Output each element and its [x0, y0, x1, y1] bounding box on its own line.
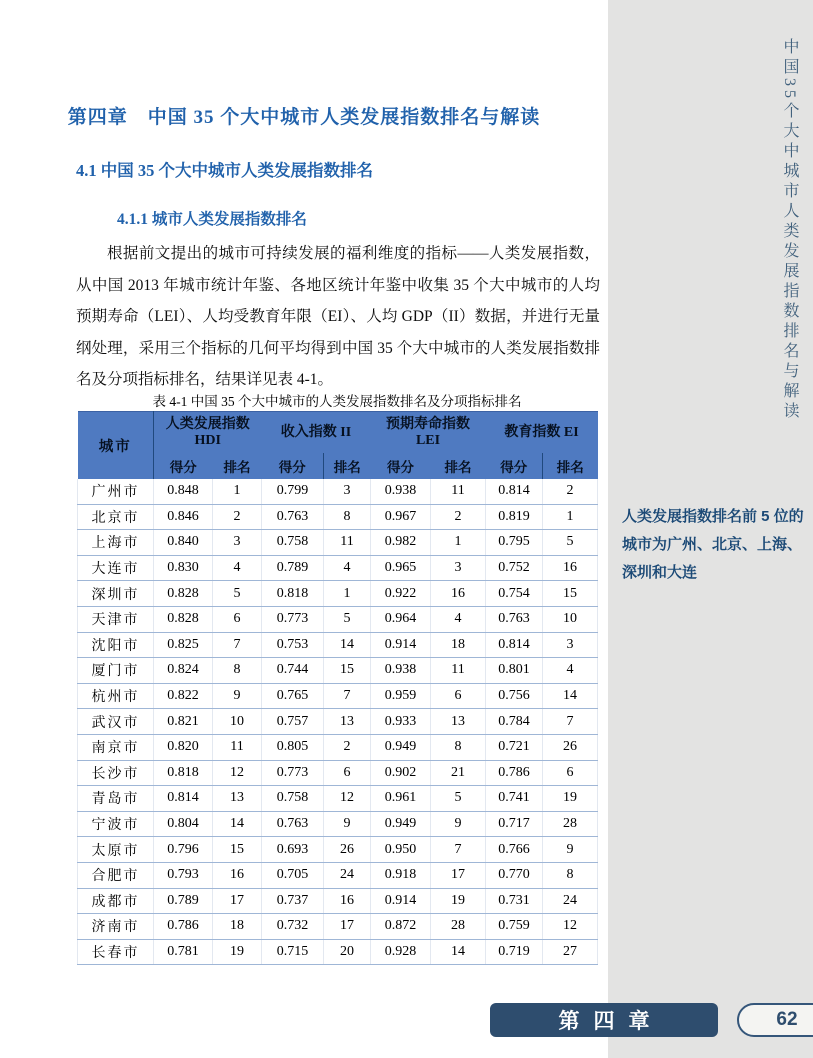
cell-hdi-rank: 5 [213, 581, 262, 607]
cell-lei-rank: 16 [431, 581, 486, 607]
col-header-hdi-line2: HDI [194, 433, 221, 448]
col-header-life-expectancy [371, 412, 486, 454]
cell-lei-score: 0.938 [371, 479, 431, 504]
cell-hdi-rank: 11 [213, 734, 262, 760]
cell-ii-rank: 1 [324, 581, 371, 607]
cell-lei-rank: 13 [431, 709, 486, 735]
cell-ii-rank: 9 [324, 811, 371, 837]
cell-lei-score: 0.872 [371, 914, 431, 940]
cell-ii-score: 0.744 [262, 658, 324, 684]
cell-lei-rank: 7 [431, 837, 486, 863]
cell-ei-score: 0.721 [486, 734, 543, 760]
cell-ii-score: 0.789 [262, 555, 324, 581]
cell-lei-score: 0.938 [371, 658, 431, 684]
cell-hdi-score: 0.796 [154, 837, 213, 863]
cell-hdi-rank: 12 [213, 760, 262, 786]
cell-ii-score: 0.805 [262, 734, 324, 760]
cell-ei-rank: 2 [543, 479, 598, 504]
cell-city: 大连市 [78, 555, 154, 581]
cell-lei-score: 0.902 [371, 760, 431, 786]
col-header-hdi-line1: 人类发展指数 [165, 417, 250, 432]
cell-city: 北京市 [78, 504, 154, 530]
table-row [78, 683, 598, 709]
cell-ii-score: 0.757 [262, 709, 324, 735]
col-header-hdi [154, 412, 262, 454]
subheader-hdi-rank: 排名 [213, 453, 262, 479]
cell-ei-score: 0.719 [486, 939, 543, 965]
cell-ei-score: 0.741 [486, 786, 543, 812]
subheader-income-score: 得分 [262, 453, 324, 479]
cell-lei-score: 0.922 [371, 581, 431, 607]
cell-hdi-rank: 9 [213, 683, 262, 709]
cell-hdi-score: 0.786 [154, 914, 213, 940]
cell-ei-score: 0.784 [486, 709, 543, 735]
cell-ii-rank: 15 [324, 658, 371, 684]
cell-ii-score: 0.758 [262, 530, 324, 556]
cell-ii-rank: 3 [324, 479, 371, 504]
cell-ei-rank: 26 [543, 734, 598, 760]
cell-city: 长春市 [78, 939, 154, 965]
cell-lei-rank: 2 [431, 504, 486, 530]
sidebar [608, 0, 813, 1058]
cell-ii-score: 0.763 [262, 504, 324, 530]
cell-ei-rank: 12 [543, 914, 598, 940]
cell-lei-rank: 5 [431, 786, 486, 812]
cell-city: 杭州市 [78, 683, 154, 709]
cell-lei-rank: 19 [431, 888, 486, 914]
cell-ei-rank: 4 [543, 658, 598, 684]
cell-ei-rank: 3 [543, 632, 598, 658]
cell-lei-score: 0.965 [371, 555, 431, 581]
cell-ii-rank: 2 [324, 734, 371, 760]
cell-lei-score: 0.982 [371, 530, 431, 556]
cell-city: 沈阳市 [78, 632, 154, 658]
cell-hdi-score: 0.840 [154, 530, 213, 556]
cell-ei-rank: 19 [543, 786, 598, 812]
cell-lei-rank: 9 [431, 811, 486, 837]
cell-ei-score: 0.754 [486, 581, 543, 607]
cell-ii-rank: 11 [324, 530, 371, 556]
cell-hdi-rank: 3 [213, 530, 262, 556]
cell-lei-score: 0.949 [371, 734, 431, 760]
cell-ei-rank: 9 [543, 837, 598, 863]
cell-lei-rank: 21 [431, 760, 486, 786]
table-row [78, 837, 598, 863]
cell-lei-rank: 1 [431, 530, 486, 556]
subheader-education-rank: 排名 [543, 453, 598, 479]
cell-lei-rank: 17 [431, 862, 486, 888]
cell-lei-score: 0.933 [371, 709, 431, 735]
cell-lei-score: 0.914 [371, 888, 431, 914]
cell-ei-score: 0.731 [486, 888, 543, 914]
cell-ei-rank: 7 [543, 709, 598, 735]
cell-hdi-rank: 6 [213, 606, 262, 632]
table-body [78, 479, 598, 965]
cell-ii-rank: 12 [324, 786, 371, 812]
cell-hdi-score: 0.828 [154, 606, 213, 632]
cell-ii-score: 0.799 [262, 479, 324, 504]
cell-hdi-score: 0.822 [154, 683, 213, 709]
cell-ii-score: 0.705 [262, 862, 324, 888]
cell-ii-score: 0.773 [262, 760, 324, 786]
cell-ii-rank: 8 [324, 504, 371, 530]
cell-lei-score: 0.959 [371, 683, 431, 709]
cell-hdi-score: 0.830 [154, 555, 213, 581]
table-caption: 表 4-1 中国 35 个大中城市的人类发展指数排名及分项指标排名 [152, 394, 522, 409]
table-row [78, 606, 598, 632]
cell-ei-rank: 5 [543, 530, 598, 556]
cell-ii-rank: 20 [324, 939, 371, 965]
cell-hdi-score: 0.793 [154, 862, 213, 888]
cell-ii-score: 0.765 [262, 683, 324, 709]
cell-city: 广州市 [78, 479, 154, 504]
table-row [78, 811, 598, 837]
cell-lei-rank: 18 [431, 632, 486, 658]
page-number-badge: 62 [737, 1003, 813, 1037]
cell-city: 长沙市 [78, 760, 154, 786]
cell-ei-score: 0.786 [486, 760, 543, 786]
cell-ii-score: 0.737 [262, 888, 324, 914]
cell-lei-score: 0.949 [371, 811, 431, 837]
margin-note: 人类发展指数排名前 5 位的城市为广州、北京、上海、深圳和大连 [622, 508, 804, 581]
cell-lei-score: 0.967 [371, 504, 431, 530]
cell-ii-rank: 17 [324, 914, 371, 940]
cell-hdi-rank: 18 [213, 914, 262, 940]
cell-lei-rank: 11 [431, 658, 486, 684]
cell-ii-score: 0.758 [262, 786, 324, 812]
cell-ii-rank: 7 [324, 683, 371, 709]
cell-hdi-score: 0.828 [154, 581, 213, 607]
cell-ei-rank: 27 [543, 939, 598, 965]
cell-hdi-score: 0.824 [154, 658, 213, 684]
table-row [78, 709, 598, 735]
cell-ei-score: 0.766 [486, 837, 543, 863]
subheader-education-score: 得分 [486, 453, 543, 479]
cell-ei-rank: 6 [543, 760, 598, 786]
cell-lei-rank: 14 [431, 939, 486, 965]
cell-city: 宁波市 [78, 811, 154, 837]
cell-hdi-score: 0.821 [154, 709, 213, 735]
col-header-income [262, 412, 371, 454]
table-row [78, 530, 598, 556]
cell-lei-score: 0.964 [371, 606, 431, 632]
cell-hdi-rank: 16 [213, 862, 262, 888]
table-row [78, 888, 598, 914]
cell-ii-rank: 16 [324, 888, 371, 914]
subheader-life-expectancy-score: 得分 [371, 453, 431, 479]
cell-ei-rank: 24 [543, 888, 598, 914]
cell-hdi-score: 0.789 [154, 888, 213, 914]
table-row [78, 658, 598, 684]
cell-lei-score: 0.961 [371, 786, 431, 812]
cell-hdi-score: 0.825 [154, 632, 213, 658]
cell-hdi-rank: 7 [213, 632, 262, 658]
cell-ei-rank: 28 [543, 811, 598, 837]
cell-ii-score: 0.818 [262, 581, 324, 607]
cell-ei-score: 0.752 [486, 555, 543, 581]
cell-ii-score: 0.763 [262, 811, 324, 837]
cell-ei-rank: 16 [543, 555, 598, 581]
cell-lei-rank: 11 [431, 479, 486, 504]
cell-hdi-score: 0.848 [154, 479, 213, 504]
cell-ei-score: 0.759 [486, 914, 543, 940]
cell-hdi-rank: 1 [213, 479, 262, 504]
cell-lei-score: 0.928 [371, 939, 431, 965]
cell-hdi-score: 0.846 [154, 504, 213, 530]
cell-ii-score: 0.753 [262, 632, 324, 658]
cell-ii-rank: 26 [324, 837, 371, 863]
table-row [78, 504, 598, 530]
cell-hdi-rank: 14 [213, 811, 262, 837]
table-row [78, 862, 598, 888]
cell-city: 太原市 [78, 837, 154, 863]
sidebar-vertical-chapter-title: 中国35个大中城市人类发展指数排名与解读 [781, 38, 798, 422]
cell-hdi-rank: 10 [213, 709, 262, 735]
cell-city: 合肥市 [78, 862, 154, 888]
cell-ei-score: 0.763 [486, 606, 543, 632]
cell-hdi-rank: 2 [213, 504, 262, 530]
cell-ii-score: 0.773 [262, 606, 324, 632]
cell-hdi-score: 0.820 [154, 734, 213, 760]
table-row [78, 760, 598, 786]
cell-ii-rank: 5 [324, 606, 371, 632]
cell-ei-rank: 15 [543, 581, 598, 607]
chapter-title: 第四章 中国 35 个大中城市人类发展指数排名与解读 [67, 107, 541, 128]
subsection-heading: 4.1.1 城市人类发展指数排名 [117, 211, 307, 228]
cell-lei-score: 0.914 [371, 632, 431, 658]
cell-city: 天津市 [78, 606, 154, 632]
body-paragraph: 根据前文提出的城市可持续发展的福利维度的指标——人类发展指数，从中国 2013 年城市统计年鉴、各地区统计年鉴中收集 35 个大中城市的人均预期寿命（LEI）、人均受教育年限（EI）、人均 GDP（II）数据，并进行无量纲处理，采用三个指标的几何平均得到中国 35 个大中城市的人类发展指数排名及分项指标排名，结果详见表 4-1。 [76, 245, 600, 388]
subheader-income-rank: 排名 [324, 453, 371, 479]
cell-ei-score: 0.814 [486, 632, 543, 658]
cell-city: 济南市 [78, 914, 154, 940]
section-heading: 4.1 中国 35 个大中城市人类发展指数排名 [76, 161, 373, 180]
table-row [78, 734, 598, 760]
cell-ei-rank: 8 [543, 862, 598, 888]
cell-ei-rank: 1 [543, 504, 598, 530]
cell-hdi-score: 0.804 [154, 811, 213, 837]
cell-city: 上海市 [78, 530, 154, 556]
col-header-education [486, 412, 598, 454]
cell-city: 武汉市 [78, 709, 154, 735]
cell-city: 南京市 [78, 734, 154, 760]
cell-city: 青岛市 [78, 786, 154, 812]
table-row [78, 786, 598, 812]
table-row [78, 939, 598, 965]
cell-ii-rank: 13 [324, 709, 371, 735]
footer-chapter-badge: 第四章 [490, 1003, 718, 1037]
subheader-life-expectancy-rank: 排名 [431, 453, 486, 479]
cell-hdi-rank: 13 [213, 786, 262, 812]
col-header-life-expectancy-line2: LEI [415, 433, 441, 448]
cell-ei-score: 0.717 [486, 811, 543, 837]
cell-city: 成都市 [78, 888, 154, 914]
cell-ei-score: 0.795 [486, 530, 543, 556]
col-header-income-line1: 收入指数 II [280, 425, 352, 440]
cell-ii-rank: 24 [324, 862, 371, 888]
subheader-hdi-score: 得分 [154, 453, 213, 479]
col-header-life-expectancy-line1: 预期寿命指数 [386, 417, 470, 432]
hdi-ranking-table [77, 411, 598, 965]
cell-hdi-rank: 19 [213, 939, 262, 965]
cell-hdi-score: 0.781 [154, 939, 213, 965]
cell-ii-rank: 4 [324, 555, 371, 581]
cell-ii-score: 0.715 [262, 939, 324, 965]
cell-lei-rank: 4 [431, 606, 486, 632]
cell-lei-rank: 28 [431, 914, 486, 940]
cell-lei-rank: 3 [431, 555, 486, 581]
cell-ei-score: 0.814 [486, 479, 543, 504]
cell-lei-rank: 6 [431, 683, 486, 709]
cell-city: 深圳市 [78, 581, 154, 607]
cell-lei-rank: 8 [431, 734, 486, 760]
cell-lei-score: 0.950 [371, 837, 431, 863]
cell-ii-score: 0.693 [262, 837, 324, 863]
col-header-education-line1: 教育指数 EI [504, 425, 579, 440]
cell-ii-score: 0.732 [262, 914, 324, 940]
cell-ei-rank: 10 [543, 606, 598, 632]
table-row [78, 555, 598, 581]
table-row [78, 581, 598, 607]
cell-ii-rank: 14 [324, 632, 371, 658]
cell-ei-score: 0.770 [486, 862, 543, 888]
table-row [78, 632, 598, 658]
table-header [78, 412, 598, 480]
cell-ei-rank: 14 [543, 683, 598, 709]
cell-ii-rank: 6 [324, 760, 371, 786]
col-header-city: 城市 [78, 412, 154, 480]
cell-lei-score: 0.918 [371, 862, 431, 888]
table-row [78, 479, 598, 504]
cell-ei-score: 0.819 [486, 504, 543, 530]
table-row [78, 914, 598, 940]
cell-hdi-score: 0.818 [154, 760, 213, 786]
cell-hdi-rank: 4 [213, 555, 262, 581]
cell-ei-score: 0.801 [486, 658, 543, 684]
cell-hdi-rank: 15 [213, 837, 262, 863]
cell-hdi-rank: 17 [213, 888, 262, 914]
cell-hdi-score: 0.814 [154, 786, 213, 812]
cell-ei-score: 0.756 [486, 683, 543, 709]
cell-city: 厦门市 [78, 658, 154, 684]
cell-hdi-rank: 8 [213, 658, 262, 684]
